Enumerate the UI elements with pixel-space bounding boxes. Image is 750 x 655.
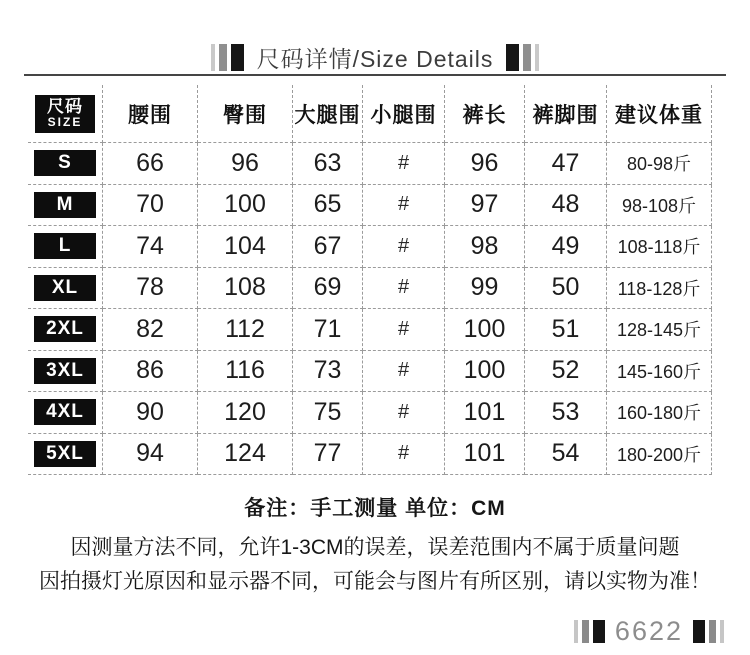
- table-cell: 51: [525, 309, 607, 351]
- bar-dark-icon: [506, 44, 519, 71]
- column-header-suggested-weight: 建议体重: [607, 85, 712, 143]
- column-header-pants-length: 裤长: [445, 85, 525, 143]
- table-cell: 128-145斤: [607, 309, 712, 351]
- bar-light-icon: [720, 620, 724, 643]
- bar-dark-icon: [231, 44, 244, 71]
- table-cell: 65: [293, 185, 363, 227]
- table-cell: 86: [103, 351, 198, 393]
- table-cell: 67: [293, 226, 363, 268]
- footer-left-bars-icon: [574, 620, 605, 643]
- bar-mid-icon: [523, 44, 531, 71]
- table-cell: 73: [293, 351, 363, 393]
- size-chip: 3XL: [34, 358, 96, 384]
- table-cell: 49: [525, 226, 607, 268]
- size-table: [28, 85, 712, 475]
- table-row-size-cell: [28, 392, 103, 434]
- table-cell: 97: [445, 185, 525, 227]
- column-header-waist: 腰围: [103, 85, 198, 143]
- column-header-hip: 臀围: [198, 85, 293, 143]
- table-cell: 71: [293, 309, 363, 351]
- table-cell: #: [363, 268, 445, 310]
- table-cell: #: [363, 185, 445, 227]
- table-cell: 75: [293, 392, 363, 434]
- note-color-disclaimer: 因拍摄灯光原因和显示器不同，可能会与图片有所区别，请以实物为准！: [39, 570, 711, 593]
- table-cell: 69: [293, 268, 363, 310]
- table-cell: 90: [103, 392, 198, 434]
- note-tolerance: 因测量方法不同，允许1-3CM的误差，误差范围内不属于质量问题: [70, 536, 680, 559]
- table-cell: #: [363, 309, 445, 351]
- table-cell: 48: [525, 185, 607, 227]
- size-chip: L: [34, 233, 96, 259]
- table-cell: 112: [198, 309, 293, 351]
- table-cell: 124: [198, 434, 293, 476]
- bar-mid-icon: [582, 620, 589, 643]
- page-title: 尺码详情/Size Details: [256, 45, 494, 72]
- table-cell: 52: [525, 351, 607, 393]
- table-cell: 47: [525, 143, 607, 185]
- table-cell: 100: [198, 185, 293, 227]
- table-cell: #: [363, 392, 445, 434]
- table-row-size-cell: [28, 434, 103, 476]
- table-cell: 70: [103, 185, 198, 227]
- table-cell: 96: [198, 143, 293, 185]
- page-title-row: [0, 40, 750, 74]
- note-remark: 备注：手工测量 单位：CM: [244, 497, 506, 520]
- bar-mid-icon: [219, 44, 227, 71]
- table-cell: 63: [293, 143, 363, 185]
- table-cell: 145-160斤: [607, 351, 712, 393]
- table-cell: 78: [103, 268, 198, 310]
- table-cell: 160-180斤: [607, 392, 712, 434]
- footer-right-bars-icon: [693, 620, 724, 643]
- table-cell: 74: [103, 226, 198, 268]
- bar-dark-icon: [593, 620, 605, 643]
- title-left-bars-icon: [211, 44, 244, 71]
- table-cell: 80-98斤: [607, 143, 712, 185]
- table-cell: 98: [445, 226, 525, 268]
- table-cell: 108: [198, 268, 293, 310]
- size-chip: M: [34, 192, 96, 218]
- column-header-thigh: 大腿围: [293, 85, 363, 143]
- table-cell: 77: [293, 434, 363, 476]
- size-header-en: SIZE: [47, 115, 83, 130]
- table-cell: 98-108斤: [607, 185, 712, 227]
- table-cell: 120: [198, 392, 293, 434]
- table-row-size-cell: [28, 309, 103, 351]
- size-header-chip: [35, 95, 95, 133]
- table-row-size-cell: [28, 226, 103, 268]
- table-cell: #: [363, 351, 445, 393]
- table-cell: #: [363, 143, 445, 185]
- table-cell: 54: [525, 434, 607, 476]
- size-header-cell: [28, 85, 103, 143]
- size-chip: S: [34, 150, 96, 176]
- table-cell: #: [363, 226, 445, 268]
- table-row-size-cell: [28, 351, 103, 393]
- title-right-bars-icon: [506, 44, 539, 71]
- column-header-leg-opening: 裤脚围: [525, 85, 607, 143]
- table-cell: 96: [445, 143, 525, 185]
- table-cell: 118-128斤: [607, 268, 712, 310]
- table-cell: 101: [445, 434, 525, 476]
- bar-light-icon: [574, 620, 578, 643]
- table-cell: 108-118斤: [607, 226, 712, 268]
- table-cell: 66: [103, 143, 198, 185]
- bar-light-icon: [211, 44, 215, 71]
- size-header-cn: 尺码: [47, 97, 83, 117]
- table-cell: 100: [445, 351, 525, 393]
- table-cell: #: [363, 434, 445, 476]
- footer-code-row: [574, 616, 724, 646]
- table-cell: 94: [103, 434, 198, 476]
- table-cell: 50: [525, 268, 607, 310]
- table-cell: 116: [198, 351, 293, 393]
- table-row-size-cell: [28, 143, 103, 185]
- product-code: 6622: [614, 615, 683, 646]
- table-cell: 101: [445, 392, 525, 434]
- bar-light-icon: [535, 44, 539, 71]
- bar-dark-icon: [693, 620, 705, 643]
- table-row-size-cell: [28, 268, 103, 310]
- table-cell: 180-200斤: [607, 434, 712, 476]
- size-chip: 5XL: [34, 441, 96, 467]
- size-chip: XL: [34, 275, 96, 301]
- bar-mid-icon: [709, 620, 716, 643]
- table-cell: 82: [103, 309, 198, 351]
- table-cell: 100: [445, 309, 525, 351]
- table-cell: 104: [198, 226, 293, 268]
- title-divider: [24, 74, 726, 76]
- table-cell: 99: [445, 268, 525, 310]
- table-row-size-cell: [28, 185, 103, 227]
- size-chip: 4XL: [34, 399, 96, 425]
- table-cell: 53: [525, 392, 607, 434]
- size-chip: 2XL: [34, 316, 96, 342]
- column-header-calf: 小腿围: [363, 85, 445, 143]
